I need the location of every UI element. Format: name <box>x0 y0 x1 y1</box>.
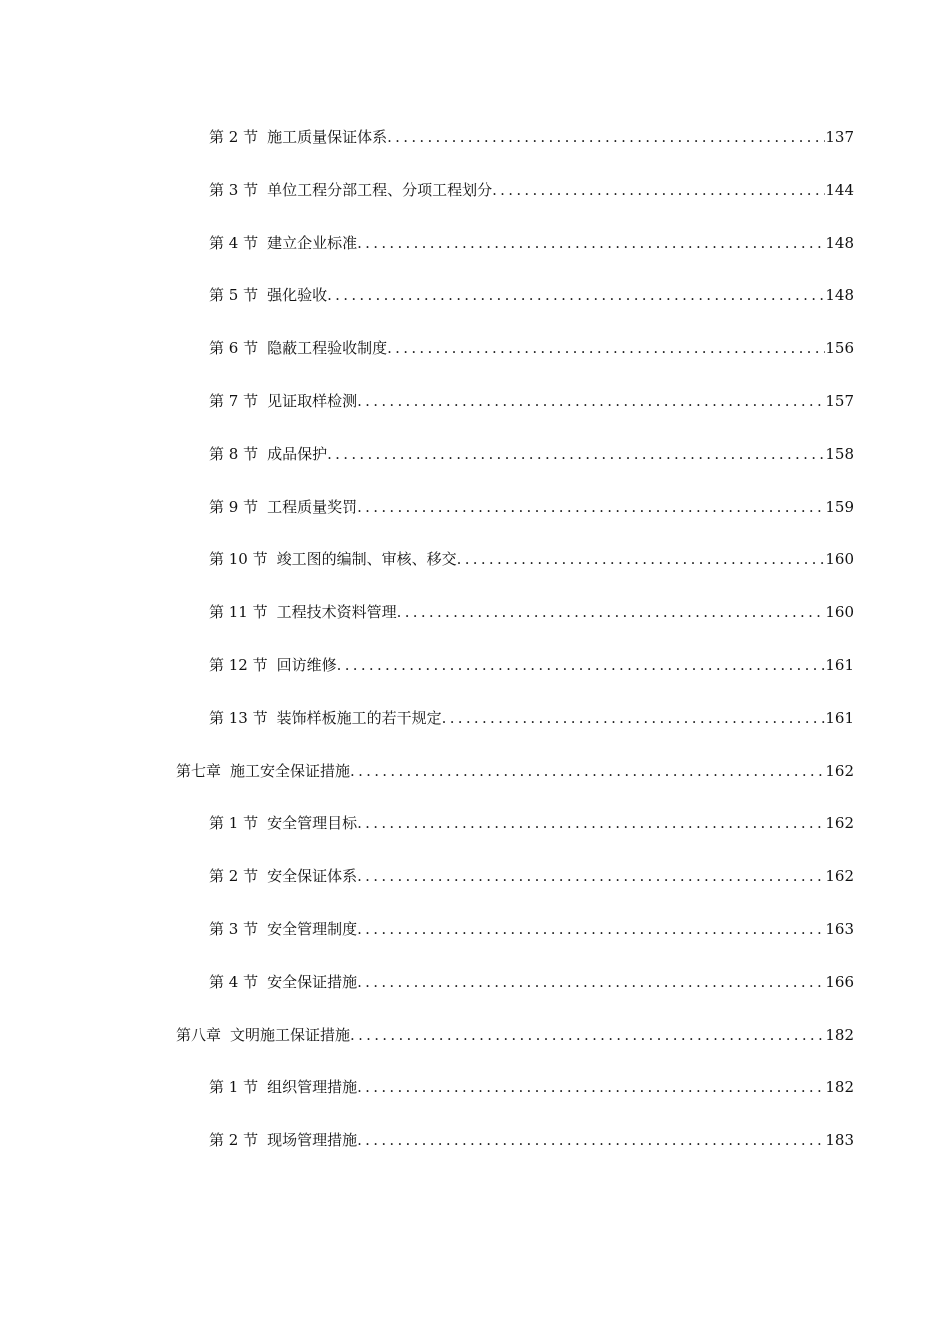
toc-entry[interactable] <box>0 1127 950 1180</box>
toc-entry-title: 回访维修 <box>276 655 337 674</box>
toc-entry[interactable] <box>0 599 950 652</box>
toc-entry-number: 第 6 节 <box>209 339 259 358</box>
toc-entry-title: 工程质量奖罚 <box>267 497 358 516</box>
toc-entry-page: 162 <box>825 814 854 833</box>
toc-dot-leader <box>327 282 825 308</box>
toc-dot-leader <box>357 810 825 836</box>
toc-entry-number: 第 2 节 <box>209 1131 259 1150</box>
toc-entry-title: 现场管理措施 <box>267 1131 358 1150</box>
toc-dot-leader <box>387 124 825 150</box>
toc-entry-title: 单位工程分部工程、分项工程划分 <box>267 180 493 199</box>
toc-entry-number: 第 1 节 <box>209 814 259 833</box>
toc-entry-title: 竣工图的编制、审核、移交 <box>276 550 457 569</box>
toc-entry[interactable] <box>0 546 950 599</box>
toc-dot-leader <box>357 1127 825 1153</box>
toc-dot-leader <box>357 1074 825 1100</box>
toc-entry-title: 施工安全保证措施 <box>230 761 351 780</box>
toc-entry[interactable] <box>0 177 950 230</box>
toc-entry[interactable] <box>0 810 950 863</box>
toc-dot-leader <box>357 494 825 520</box>
toc-entry-page: 182 <box>825 1025 854 1044</box>
toc-entry-page: 182 <box>825 1078 854 1097</box>
toc-chapter-entry[interactable] <box>0 758 950 811</box>
toc-entry-number: 第八章 <box>176 1025 222 1044</box>
toc-entry[interactable] <box>0 124 950 177</box>
toc-entry-number: 第七章 <box>176 761 222 780</box>
toc-entry-page: 183 <box>825 1131 854 1150</box>
toc-entry[interactable] <box>0 388 950 441</box>
toc-entry-number: 第 13 节 <box>209 708 268 727</box>
toc-entry-title: 装饰样板施工的若干规定 <box>276 708 442 727</box>
toc-entry-page: 160 <box>825 603 854 622</box>
toc-entry-page: 161 <box>825 655 854 674</box>
toc-entry-number: 第 3 节 <box>209 180 259 199</box>
toc-dot-leader <box>397 599 826 625</box>
toc-entry-title: 文明施工保证措施 <box>230 1025 351 1044</box>
toc-entry-page: 157 <box>825 391 854 410</box>
toc-entry-number: 第 10 节 <box>209 550 268 569</box>
toc-entry-number: 第 8 节 <box>209 444 259 463</box>
toc-dot-leader <box>387 335 825 361</box>
toc-entry-page: 159 <box>825 497 854 516</box>
toc-entry-title: 安全管理制度 <box>267 919 358 938</box>
toc-entry-page: 161 <box>825 708 854 727</box>
toc-dot-leader <box>492 177 825 203</box>
toc-entry[interactable] <box>0 652 950 705</box>
toc-entry-title: 见证取样检测 <box>267 391 358 410</box>
toc-entry-number: 第 7 节 <box>209 391 259 410</box>
toc-entry[interactable] <box>0 494 950 547</box>
toc-dot-leader <box>327 441 825 467</box>
toc-entry-title: 施工质量保证体系 <box>267 128 388 146</box>
toc-dot-leader <box>357 388 825 414</box>
toc-dot-leader <box>357 230 825 256</box>
toc-entry-page: 148 <box>825 233 854 252</box>
toc-dot-leader <box>357 916 825 942</box>
table-of-contents <box>0 124 950 1180</box>
toc-entry[interactable] <box>0 335 950 388</box>
toc-entry[interactable] <box>0 230 950 283</box>
toc-entry-page: 160 <box>825 550 854 569</box>
toc-entry-page: 144 <box>825 180 854 199</box>
toc-entry[interactable] <box>0 969 950 1022</box>
toc-entry[interactable] <box>0 916 950 969</box>
toc-dot-leader <box>350 758 825 784</box>
toc-entry-number: 第 2 节 <box>209 128 259 146</box>
toc-entry-title: 成品保护 <box>267 444 328 463</box>
toc-entry-title: 建立企业标准 <box>267 233 358 252</box>
toc-entry-title: 强化验收 <box>267 286 328 305</box>
toc-entry-number: 第 11 节 <box>209 603 268 622</box>
toc-entry-number: 第 2 节 <box>209 867 259 886</box>
toc-entry-title: 工程技术资料管理 <box>276 603 397 622</box>
toc-entry-number: 第 1 节 <box>209 1078 259 1097</box>
toc-entry[interactable] <box>0 863 950 916</box>
toc-entry-page: 137 <box>825 128 854 146</box>
toc-entry[interactable] <box>0 1074 950 1127</box>
toc-entry-number: 第 5 节 <box>209 286 259 305</box>
toc-dot-leader <box>457 546 826 572</box>
toc-entry-page: 158 <box>825 444 854 463</box>
toc-chapter-entry[interactable] <box>0 1022 950 1075</box>
toc-dot-leader <box>442 705 826 731</box>
toc-entry-number: 第 4 节 <box>209 972 259 991</box>
toc-entry-title: 安全保证体系 <box>267 867 358 886</box>
toc-entry[interactable] <box>0 282 950 335</box>
toc-entry[interactable] <box>0 705 950 758</box>
toc-entry-title: 组织管理措施 <box>267 1078 358 1097</box>
toc-entry-page: 166 <box>825 972 854 991</box>
toc-entry-page: 162 <box>825 867 854 886</box>
toc-dot-leader <box>337 652 826 678</box>
toc-dot-leader <box>350 1022 825 1048</box>
toc-entry-number: 第 4 节 <box>209 233 259 252</box>
toc-entry-title: 安全保证措施 <box>267 972 358 991</box>
toc-entry[interactable] <box>0 441 950 494</box>
toc-entry-title: 安全管理目标 <box>267 814 358 833</box>
toc-entry-number: 第 3 节 <box>209 919 259 938</box>
toc-entry-number: 第 12 节 <box>209 655 268 674</box>
toc-entry-title: 隐蔽工程验收制度 <box>267 339 388 358</box>
toc-entry-page: 148 <box>825 286 854 305</box>
toc-entry-number: 第 9 节 <box>209 497 259 516</box>
toc-entry-page: 162 <box>825 761 854 780</box>
toc-dot-leader <box>357 863 825 889</box>
toc-entry-page: 156 <box>825 339 854 358</box>
toc-entry-page: 163 <box>825 919 854 938</box>
toc-dot-leader <box>357 969 825 995</box>
